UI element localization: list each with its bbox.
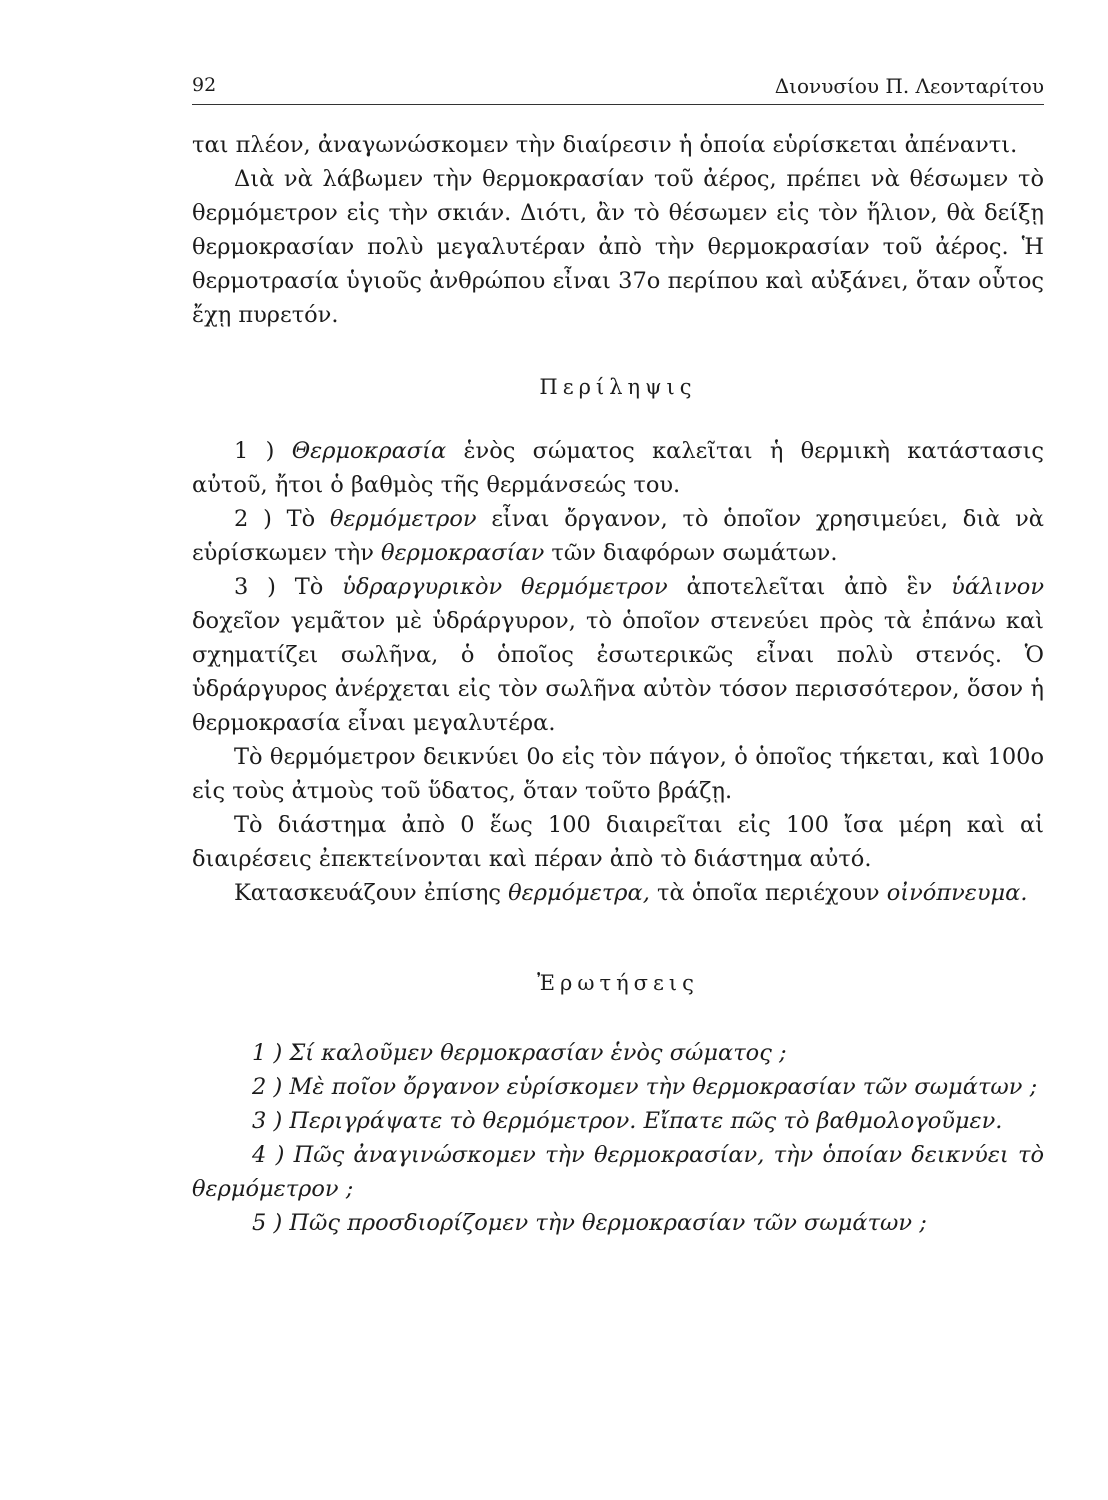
summary-item-3-number: 3 )	[234, 574, 276, 600]
page-number: 92	[192, 74, 217, 96]
summary-paragraph-5: Τὸ διάστημα ἀπὸ 0 ἕως 100 διαιρεῖται εἰς 100 ἴσα μέρη καὶ αἱ διαιρέσεις ἐπεκτείνονται καὶ πέραν ἀπὸ τὸ διάστημα αὐτό.	[192, 812, 1044, 872]
question-item: 5 ) Πῶς προσδιορίζομεν τὴν θερμοκρασίαν τῶν σωμάτων ;	[252, 1210, 927, 1236]
summary-paragraph-6-text-a: Κατασκευάζουν ἐπίσης	[234, 880, 509, 906]
summary-item-1-text: ἑνὸς σώματος καλεῖται ἡ θερμικὴ κατάστασις αὐτοῦ, ἤτοι ὁ βαθμὸς τῆς θερμάνσεώς του.	[192, 438, 1044, 498]
summary-item-2	[192, 502, 1044, 570]
summary-item-1-number: 1 )	[234, 438, 275, 464]
summary-paragraph-6-term-2: οἰνόπνευμα.	[886, 880, 1028, 906]
summary-item-2-text-b: εἶναι ὄργανον, τὸ ὁποῖον χρησιμεύει, διὰ νὰ εὑρίσκωμεν τὴν	[192, 506, 1044, 566]
summary-item-3-text-b: ἀποτελεῖται ἀπὸ ἓν	[667, 574, 952, 600]
running-head: Διονυσίου Π. Λεονταρίτου	[774, 74, 1044, 98]
summary-paragraph-4: Τὸ θερμόμετρον δεικνύει 0ο εἰς τὸν πάγον, ὁ ὁποῖος τήκεται, καὶ 100ο εἰς τοὺς ἀτμοὺς τοῦ ὕδατος, ὅταν τοῦτο βράζῃ.	[192, 744, 1044, 804]
question-item: 3 ) Περιγράψατε τὸ θερμόμετρον. Εἴπατε πῶς τὸ βαθμολογοῦμεν.	[252, 1108, 1003, 1134]
summary-paragraph-6	[192, 876, 1044, 910]
summary-paragraph-6-text-b: τὰ ὁποῖα περιέχουν	[649, 880, 887, 906]
summary-item-2-number: 2 )	[234, 506, 272, 532]
summary-item-3-term-1: ὑδραργυρικὸν θερμόμετρον	[342, 574, 668, 600]
summary-item-2-term-2: θερμοκρασίαν	[381, 540, 545, 566]
summary-item-1	[192, 434, 1044, 502]
summary-item-3-text-a: Τὸ	[275, 574, 343, 600]
summary-item-2-term-1: θερμόμετρον	[329, 506, 477, 532]
body-text	[192, 128, 1044, 1240]
question-item: 1 ) Σί καλοῦμεν θερμοκρασίαν ἑνὸς σώματος ;	[252, 1040, 787, 1066]
summary-heading: Περίληψις	[539, 375, 697, 399]
summary-item-3-text-c: δοχεῖον γεμᾶτον μὲ ὑδράργυρον, τὸ ὁποῖον στενεύει πρὸς τὰ ἐπάνω καὶ σχηματίζει σωλῆνα, ὁ ὁποῖος ἐσωτερικῶς εἶναι πολὺ στενός. Ὁ ὑδράργυρος ἀνέρχεται εἰς τὸν σωλῆνα αὐτὸν τόσον περισσότερον, ὅσον ἡ θερμοκρασία εἶναι μεγαλυτέρα.	[192, 608, 1044, 736]
question-item: 2 ) Μὲ ποῖον ὄργανον εὑρίσκομεν τὴν θερμοκρασίαν τῶν σωμάτων ;	[252, 1074, 1038, 1100]
summary-item-2-text-c: τῶν διαφόρων σωμάτων.	[544, 540, 838, 566]
page-header	[192, 70, 1044, 105]
question-item: 4 ) Πῶς ἀναγινώσκομεν τὴν θερμοκρασίαν, τὴν ὁποίαν δεικνύει τὸ θερμόμετρον ;	[192, 1142, 1044, 1202]
intro-paragraph-1: ται πλέον, ἀναγωνώσκομεν τὴν διαίρεσιν ἡ ὁποία εὑρίσκεται ἀπέναντι.	[192, 132, 1018, 158]
summary-item-2-text-a: Τὸ	[271, 506, 330, 532]
summary-item-3-term-2: ὑάλινον	[951, 574, 1044, 600]
summary-paragraph-6-term-1: θερμόμετρα,	[508, 880, 650, 906]
intro-paragraph-2: Διὰ νὰ λάβωμεν τὴν θερμοκρασίαν τοῦ ἀέρος, πρέπει νὰ θέσωμεν τὸ θερμόμετρον εἰς τὴν σκιάν. Διότι, ἂν τὸ θέσωμεν εἰς τὸν ἥλιον, θὰ δείξῃ θερμοκρασίαν πολὺ μεγαλυτέραν ἀπὸ τὴν θερμοκρασίαν τοῦ ἀέρος. Ἡ θερμοτρασία ὑγιοῦς ἀνθρώπου εἶναι 37ο περίπου καὶ αὐξάνει, ὅταν οὗτος ἔχῃ πυρετόν.	[192, 166, 1044, 328]
summary-item-3	[192, 570, 1044, 740]
summary-item-1-term: Θερμοκρασία	[291, 438, 447, 464]
questions-heading: Ἐρωτήσεις	[537, 971, 699, 995]
